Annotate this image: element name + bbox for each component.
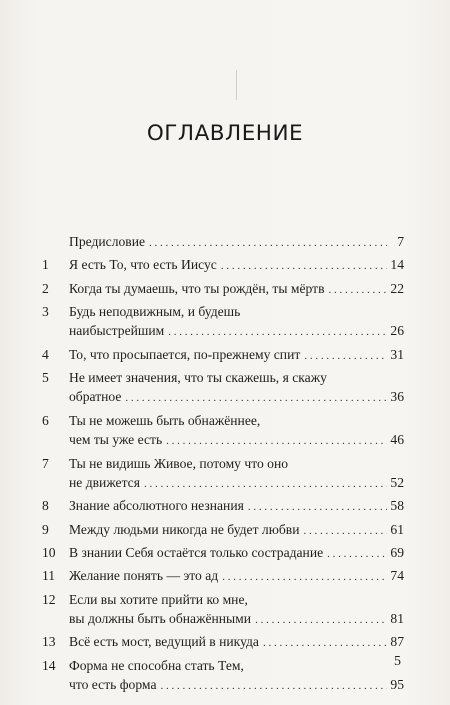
chapter-title-block [69,566,404,588]
toc-entry [42,454,404,495]
chapter-number: 10 [42,544,56,560]
chapter-title: Знание абсолютного незнания [69,498,244,514]
chapter-title: Я есть То, что есть Иисус [69,257,217,273]
chapter-title-line [69,321,404,343]
page-reference: 22 [390,280,404,296]
chapter-title-block [69,345,404,367]
dot-leader [329,281,388,301]
bleed-through-rule [236,70,237,100]
chapter-number: 8 [42,498,49,514]
chapter-title-block [69,454,404,495]
chapter-title-block [69,520,404,542]
chapter-number: 12 [42,591,56,607]
chapter-title: что есть форма [69,677,157,693]
dot-leader [168,323,387,343]
chapter-title: наибыстрейшим [69,323,165,339]
chapter-title-line [69,543,404,565]
chapter-title-line [69,473,404,495]
chapter-number: 3 [42,303,49,319]
chapter-title-block [69,496,404,518]
chapter-title: Ты не можешь быть обнажённее, [69,412,261,428]
toc-entry [42,411,404,452]
chapter-title-block [69,543,404,565]
chapter-title-line [69,302,404,322]
page-title: ОГЛАВЛЕНИЕ [146,121,304,146]
chapter-title-block [69,232,404,254]
toc-entry [42,279,404,301]
toc-entry [42,368,404,409]
toc-entry [42,520,404,542]
chapter-number: 2 [42,280,49,296]
chapter-title: Желание понять — это ад [69,568,219,584]
page-reference: 14 [390,257,404,273]
dot-leader [125,389,387,409]
chapter-title-block [69,302,404,343]
dot-leader [221,257,387,277]
toc-entry [42,302,404,343]
chapter-number: 5 [42,369,49,385]
toc-entry [42,632,404,654]
toc-entry [42,232,404,254]
chapter-title-line [69,590,404,610]
chapter-title-line [69,255,404,277]
toc-entry [42,590,404,631]
chapter-title-line [69,345,404,367]
dot-leader [327,545,387,565]
page-reference: 36 [390,389,404,405]
chapter-number: 14 [42,657,56,673]
page-reference: 31 [390,346,404,362]
chapter-title: Между людьми никогда не будет любви [69,521,300,537]
page-number: 5 [394,654,401,669]
chapter-title-line [69,496,404,518]
chapter-number: 6 [42,412,49,428]
chapter-title: чем ты уже есть [69,432,163,448]
chapter-title-line [69,387,404,409]
chapter-title-line [69,520,404,542]
dot-leader [263,634,387,654]
chapter-title: Если вы хотите прийти ко мне, [69,591,248,607]
chapter-number: 7 [42,455,49,471]
chapter-title-line [69,632,404,654]
toc-entry [42,566,404,588]
dot-leader [222,568,387,588]
chapter-title-line [69,430,404,452]
chapter-title-block [69,656,404,697]
chapter-title: Когда ты думаешь, что ты рождён, ты мёртв [69,280,325,296]
page-reference: 95 [390,677,404,693]
page-reference: 46 [390,432,404,448]
chapter-title-line [69,566,404,588]
chapter-title-block [69,279,404,301]
toc-entry [42,656,404,697]
chapter-title: В знании Себя остаётся только сострадание [69,544,324,560]
chapter-title: Будь неподвижным, и будешь [69,303,241,319]
chapter-number: 4 [42,346,49,362]
chapter-title-line [69,411,404,431]
chapter-title-line [69,675,404,697]
toc-entry [42,255,404,277]
page-reference: 26 [390,323,404,339]
chapter-title-line [69,232,404,254]
chapter-title: То, что просыпается, по-прежнему спит [69,346,301,362]
dot-leader [303,522,387,542]
chapter-title: Всё есть мост, ведущий в никуда [69,634,259,650]
chapter-title: не движется [69,475,140,491]
chapter-number: 11 [42,568,56,584]
chapter-title-line [69,368,404,388]
chapter-number: 1 [42,257,49,273]
chapter-number: 13 [42,634,56,650]
page-reference: 7 [397,234,404,249]
chapter-title-line [69,656,404,676]
dot-leader [144,475,387,495]
toc-entry [42,496,404,518]
dot-leader [160,677,387,697]
chapter-title-block [69,590,404,631]
page-reference: 58 [390,498,404,514]
page-reference: 87 [390,634,404,650]
chapter-title-block [69,255,404,277]
chapter-title-block [69,368,404,409]
page-reference: 52 [390,475,404,491]
page-reference: 61 [390,521,404,537]
chapter-title: Предисловие [69,234,146,249]
chapter-title-line [69,279,404,301]
chapter-title-line [69,454,404,474]
dot-leader [166,432,387,452]
chapter-title: Ты не видишь Живое, потому что оно [69,455,289,471]
chapter-title: обратное [69,389,122,405]
chapter-title-block [69,632,404,654]
chapter-title: вы должны быть обнажёнными [69,611,252,627]
chapter-title: Форма не способна стать Тем, [69,657,244,673]
table-of-contents [42,232,404,698]
page-reference: 74 [390,568,404,584]
dot-leader [248,498,387,518]
dot-leader [149,234,387,254]
page-reference: 81 [390,611,404,627]
dot-leader [304,347,387,367]
page-reference: 69 [390,544,404,560]
dot-leader [255,611,387,631]
chapter-title: Не имеет значения, что ты скажешь, я скажу [69,369,327,385]
toc-entry [42,345,404,367]
chapter-title-line [69,609,404,631]
toc-entry [42,543,404,565]
chapter-title-block [69,411,404,452]
chapter-number: 9 [42,521,49,537]
